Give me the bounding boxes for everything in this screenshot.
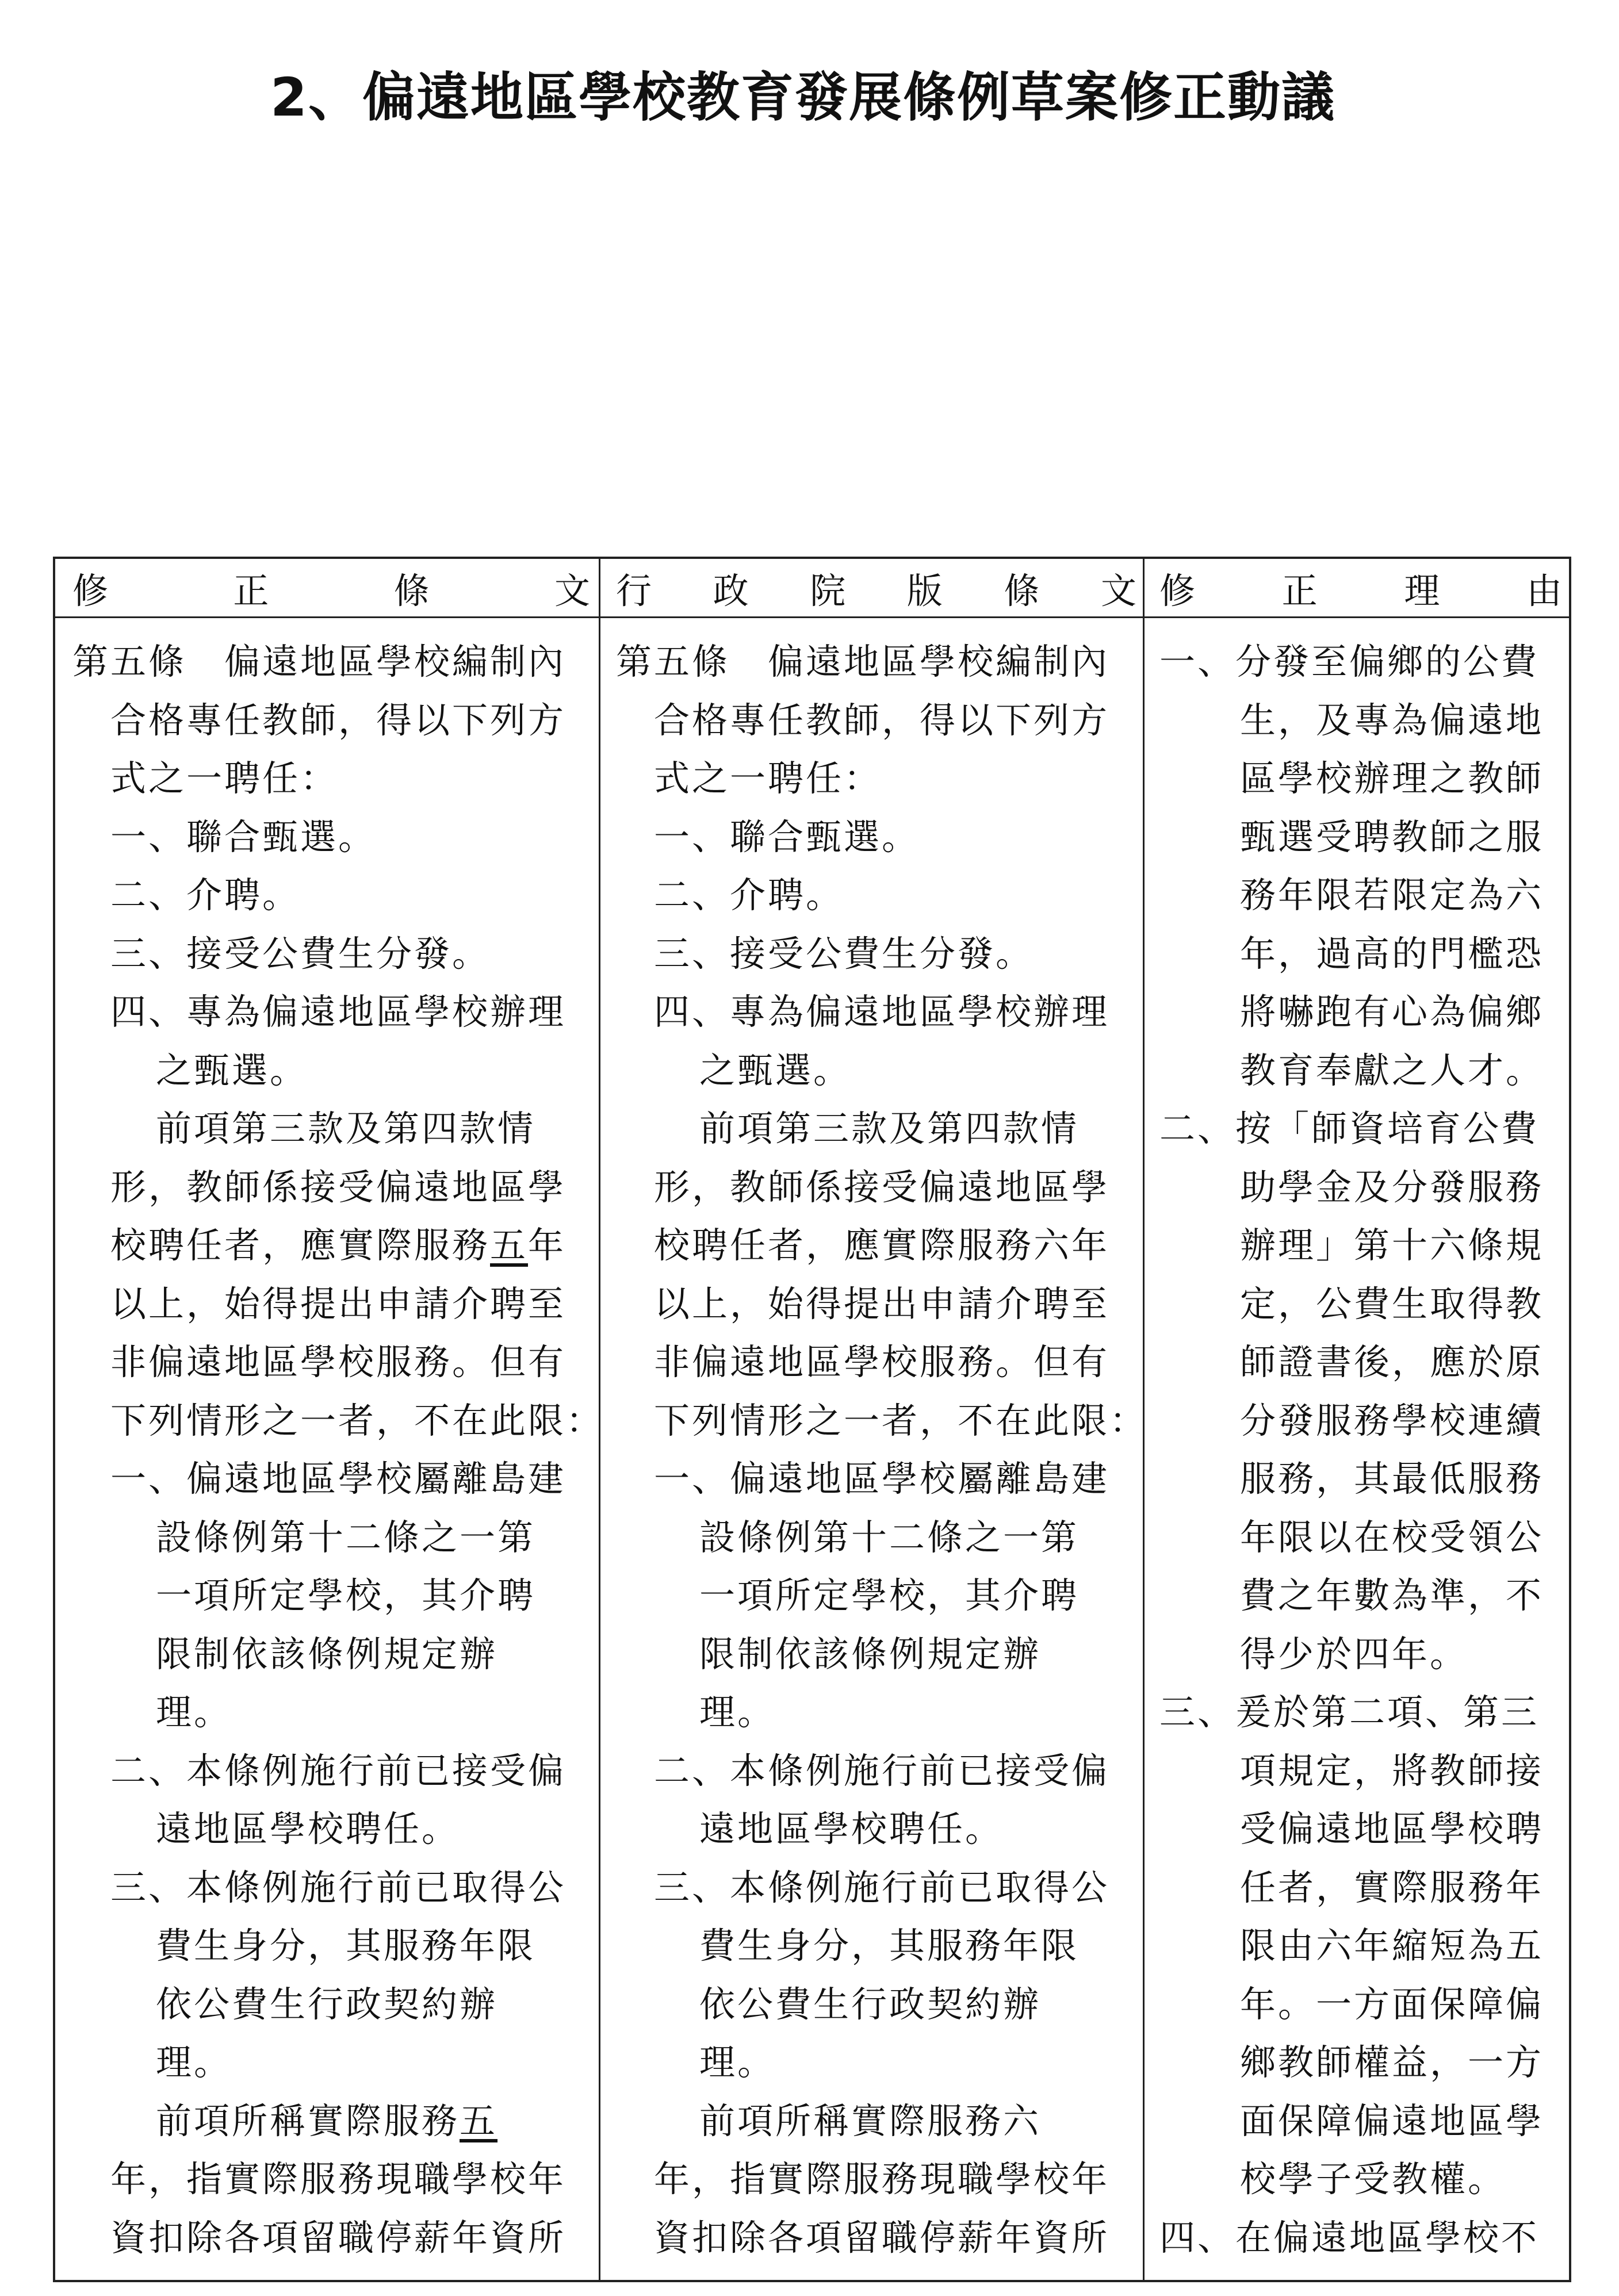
text-line: 資扣除各項留職停薪年資所 <box>110 2216 567 2259</box>
text-line: 費之年數為準，不 <box>1240 1574 1544 1616</box>
page-title: 2、偏遠地區學校教育發展條例草案修正動議 <box>270 67 1336 128</box>
text-line: 非偏遠地區學校服務。但有 <box>654 1341 1110 1383</box>
text-line: 限由六年縮短為五 <box>1240 1925 1544 1967</box>
text-line: 四、專為偏遠地區學校辦理 <box>654 991 1110 1033</box>
text-line <box>72 1216 590 1275</box>
text-line: 理。 <box>699 1691 776 1733</box>
text-line: 資扣除各項留職停薪年資所 <box>654 2216 1110 2259</box>
text-line: 依公費生行政契約辦 <box>699 1983 1042 2025</box>
text-line: 合格專任教師，得以下列方 <box>110 699 567 741</box>
text-line: 式之一聘任： <box>110 757 339 799</box>
header-char: 院 <box>810 569 846 612</box>
text-line: 三、爰於第二項、第三 <box>1159 1691 1540 1733</box>
text-line: 受偏遠地區學校聘 <box>1240 1808 1544 1850</box>
text-line: 將嚇跑有心為偏鄉 <box>1240 991 1544 1033</box>
executive-yuan-text-column <box>616 633 1148 2267</box>
text-line: 鄉教師權益，一方 <box>1240 2041 1544 2083</box>
header-executive-yuan-text <box>616 559 1136 616</box>
text-line: 二、本條例施行前已接受偏 <box>654 1749 1110 1792</box>
text-line: 助學金及分發服務 <box>1240 1166 1544 1208</box>
header-char: 理 <box>1404 569 1440 612</box>
text-line: 理。 <box>699 2041 776 2083</box>
text-line: 非偏遠地區學校服務。但有 <box>110 1341 567 1383</box>
text-line: 得少於四年。 <box>1240 1632 1468 1675</box>
text-line: 下列情形之一者，不在此限： <box>110 1399 604 1442</box>
text-line: 下列情形之一者，不在此限： <box>654 1399 1148 1442</box>
text-line: 定，公費生取得教 <box>1240 1282 1544 1325</box>
text-line: 以上，始得提出申請介聘至 <box>110 1282 567 1325</box>
text-line: 形，教師係接受偏遠地區學 <box>110 1166 567 1208</box>
text-line: 二、按「師資培育公費 <box>1159 1107 1540 1149</box>
text-line: 項規定，將教師接 <box>1240 1749 1544 1792</box>
text-line: 設條例第十二條之一第 <box>699 1516 1080 1558</box>
text-line: 分發服務學校連續 <box>1240 1399 1544 1442</box>
header-char: 正 <box>233 569 269 612</box>
header-char: 由 <box>1526 569 1562 612</box>
amended-text-column <box>72 633 604 2267</box>
text-line: 合格專任教師，得以下列方 <box>654 699 1110 741</box>
text-line: 區學校辦理之教師 <box>1240 757 1544 799</box>
header-char: 文 <box>554 569 590 612</box>
text-line: 校學子受教權。 <box>1240 2158 1506 2200</box>
text-line: 費生身分，其服務年限 <box>156 1925 536 1967</box>
text-line: 遠地區學校聘任。 <box>699 1808 1004 1850</box>
text-line: 理。 <box>156 1691 232 1733</box>
header-char: 文 <box>1100 569 1136 612</box>
text-line: 三、接受公費生分發。 <box>654 932 1034 975</box>
header-divider <box>55 616 1569 618</box>
header-char: 正 <box>1281 569 1318 612</box>
text-line: 一、偏遠地區學校屬離島建 <box>110 1458 567 1500</box>
text-line: 限制依該條例規定辦 <box>156 1632 498 1675</box>
text-span: 前項所稱實際服務 <box>156 2099 460 2142</box>
header-char: 政 <box>713 569 749 612</box>
text-line: 三、本條例施行前已取得公 <box>110 1866 567 1908</box>
text-line: 師證書後，應於原 <box>1240 1341 1544 1383</box>
text-line <box>72 2092 590 2151</box>
text-line: 以上，始得提出申請介聘至 <box>654 1282 1110 1325</box>
comparison-table <box>53 557 1571 2282</box>
text-line: 年，指實際服務現職學校年 <box>654 2158 1110 2200</box>
text-line: 生，及專為偏遠地 <box>1240 699 1544 741</box>
text-line: 四、專為偏遠地區學校辦理 <box>110 991 567 1033</box>
header-char: 修 <box>1159 569 1196 612</box>
text-line: 務年限若限定為六 <box>1240 874 1544 916</box>
header-reason <box>1159 559 1562 616</box>
text-line: 任者，實際服務年 <box>1240 1866 1544 1908</box>
header-char: 版 <box>906 569 943 612</box>
text-line: 服務，其最低服務 <box>1240 1458 1544 1500</box>
text-line: 理。 <box>156 2041 232 2083</box>
text-line: 甄選受聘教師之服 <box>1240 815 1544 858</box>
text-line: 一、偏遠地區學校屬離島建 <box>654 1458 1110 1500</box>
text-line: 面保障偏遠地區學 <box>1240 2099 1544 2142</box>
text-line: 一項所定學校，其介聘 <box>699 1574 1080 1616</box>
text-line: 一項所定學校，其介聘 <box>156 1574 536 1616</box>
text-line: 形，教師係接受偏遠地區學 <box>654 1166 1110 1208</box>
text-line: 三、接受公費生分發。 <box>110 932 491 975</box>
header-amended-text <box>72 559 590 616</box>
header-char: 條 <box>1004 569 1040 612</box>
text-line: 教育奉獻之人才。 <box>1240 1049 1544 1091</box>
text-line: 年。一方面保障偏 <box>1240 1983 1544 2025</box>
text-line: 第五條 偏遠地區學校編制內 <box>616 641 1110 683</box>
text-line: 一、聯合甄選。 <box>110 815 377 858</box>
text-line: 前項第三款及第四款情 <box>156 1107 536 1149</box>
text-line: 辦理」第十六條規 <box>1240 1224 1544 1266</box>
text-line: 依公費生行政契約辦 <box>156 1983 498 2025</box>
text-line: 年，過高的門檻恐 <box>1240 932 1544 975</box>
underlined-amendment: 五 <box>490 1224 529 1266</box>
text-line: 三、本條例施行前已取得公 <box>654 1866 1110 1908</box>
text-span: 年 <box>528 1224 567 1266</box>
header-char: 行 <box>616 569 652 612</box>
header-char: 修 <box>72 569 109 612</box>
text-line: 年限以在校受領公 <box>1240 1516 1544 1558</box>
text-line: 年，指實際服務現職學校年 <box>110 2158 567 2200</box>
reason-column <box>1159 633 1562 2267</box>
text-span: 校聘任者，應實際服務 <box>110 1224 491 1266</box>
text-line: 前項第三款及第四款情 <box>699 1107 1080 1149</box>
text-line: 一、分發至偏鄉的公費 <box>1159 641 1540 683</box>
text-line: 二、介聘。 <box>654 874 844 916</box>
text-line: 設條例第十二條之一第 <box>156 1516 536 1558</box>
underlined-amendment: 五 <box>460 2099 498 2142</box>
text-line: 式之一聘任： <box>654 757 882 799</box>
text-line: 一、聯合甄選。 <box>654 815 920 858</box>
text-line: 之甄選。 <box>699 1049 852 1091</box>
text-line: 限制依該條例規定辦 <box>699 1632 1042 1675</box>
text-line: 第五條 偏遠地區學校編制內 <box>72 641 567 683</box>
header-char: 條 <box>393 569 430 612</box>
text-line: 四、在偏遠地區學校不 <box>1159 2216 1540 2259</box>
text-line: 遠地區學校聘任。 <box>156 1808 460 1850</box>
text-line: 前項所稱實際服務六 <box>699 2099 1042 2142</box>
text-line: 費生身分，其服務年限 <box>699 1925 1080 1967</box>
text-line: 二、本條例施行前已接受偏 <box>110 1749 567 1792</box>
text-line: 二、介聘。 <box>110 874 301 916</box>
text-line: 之甄選。 <box>156 1049 308 1091</box>
text-line: 校聘任者，應實際服務六年 <box>654 1224 1110 1266</box>
